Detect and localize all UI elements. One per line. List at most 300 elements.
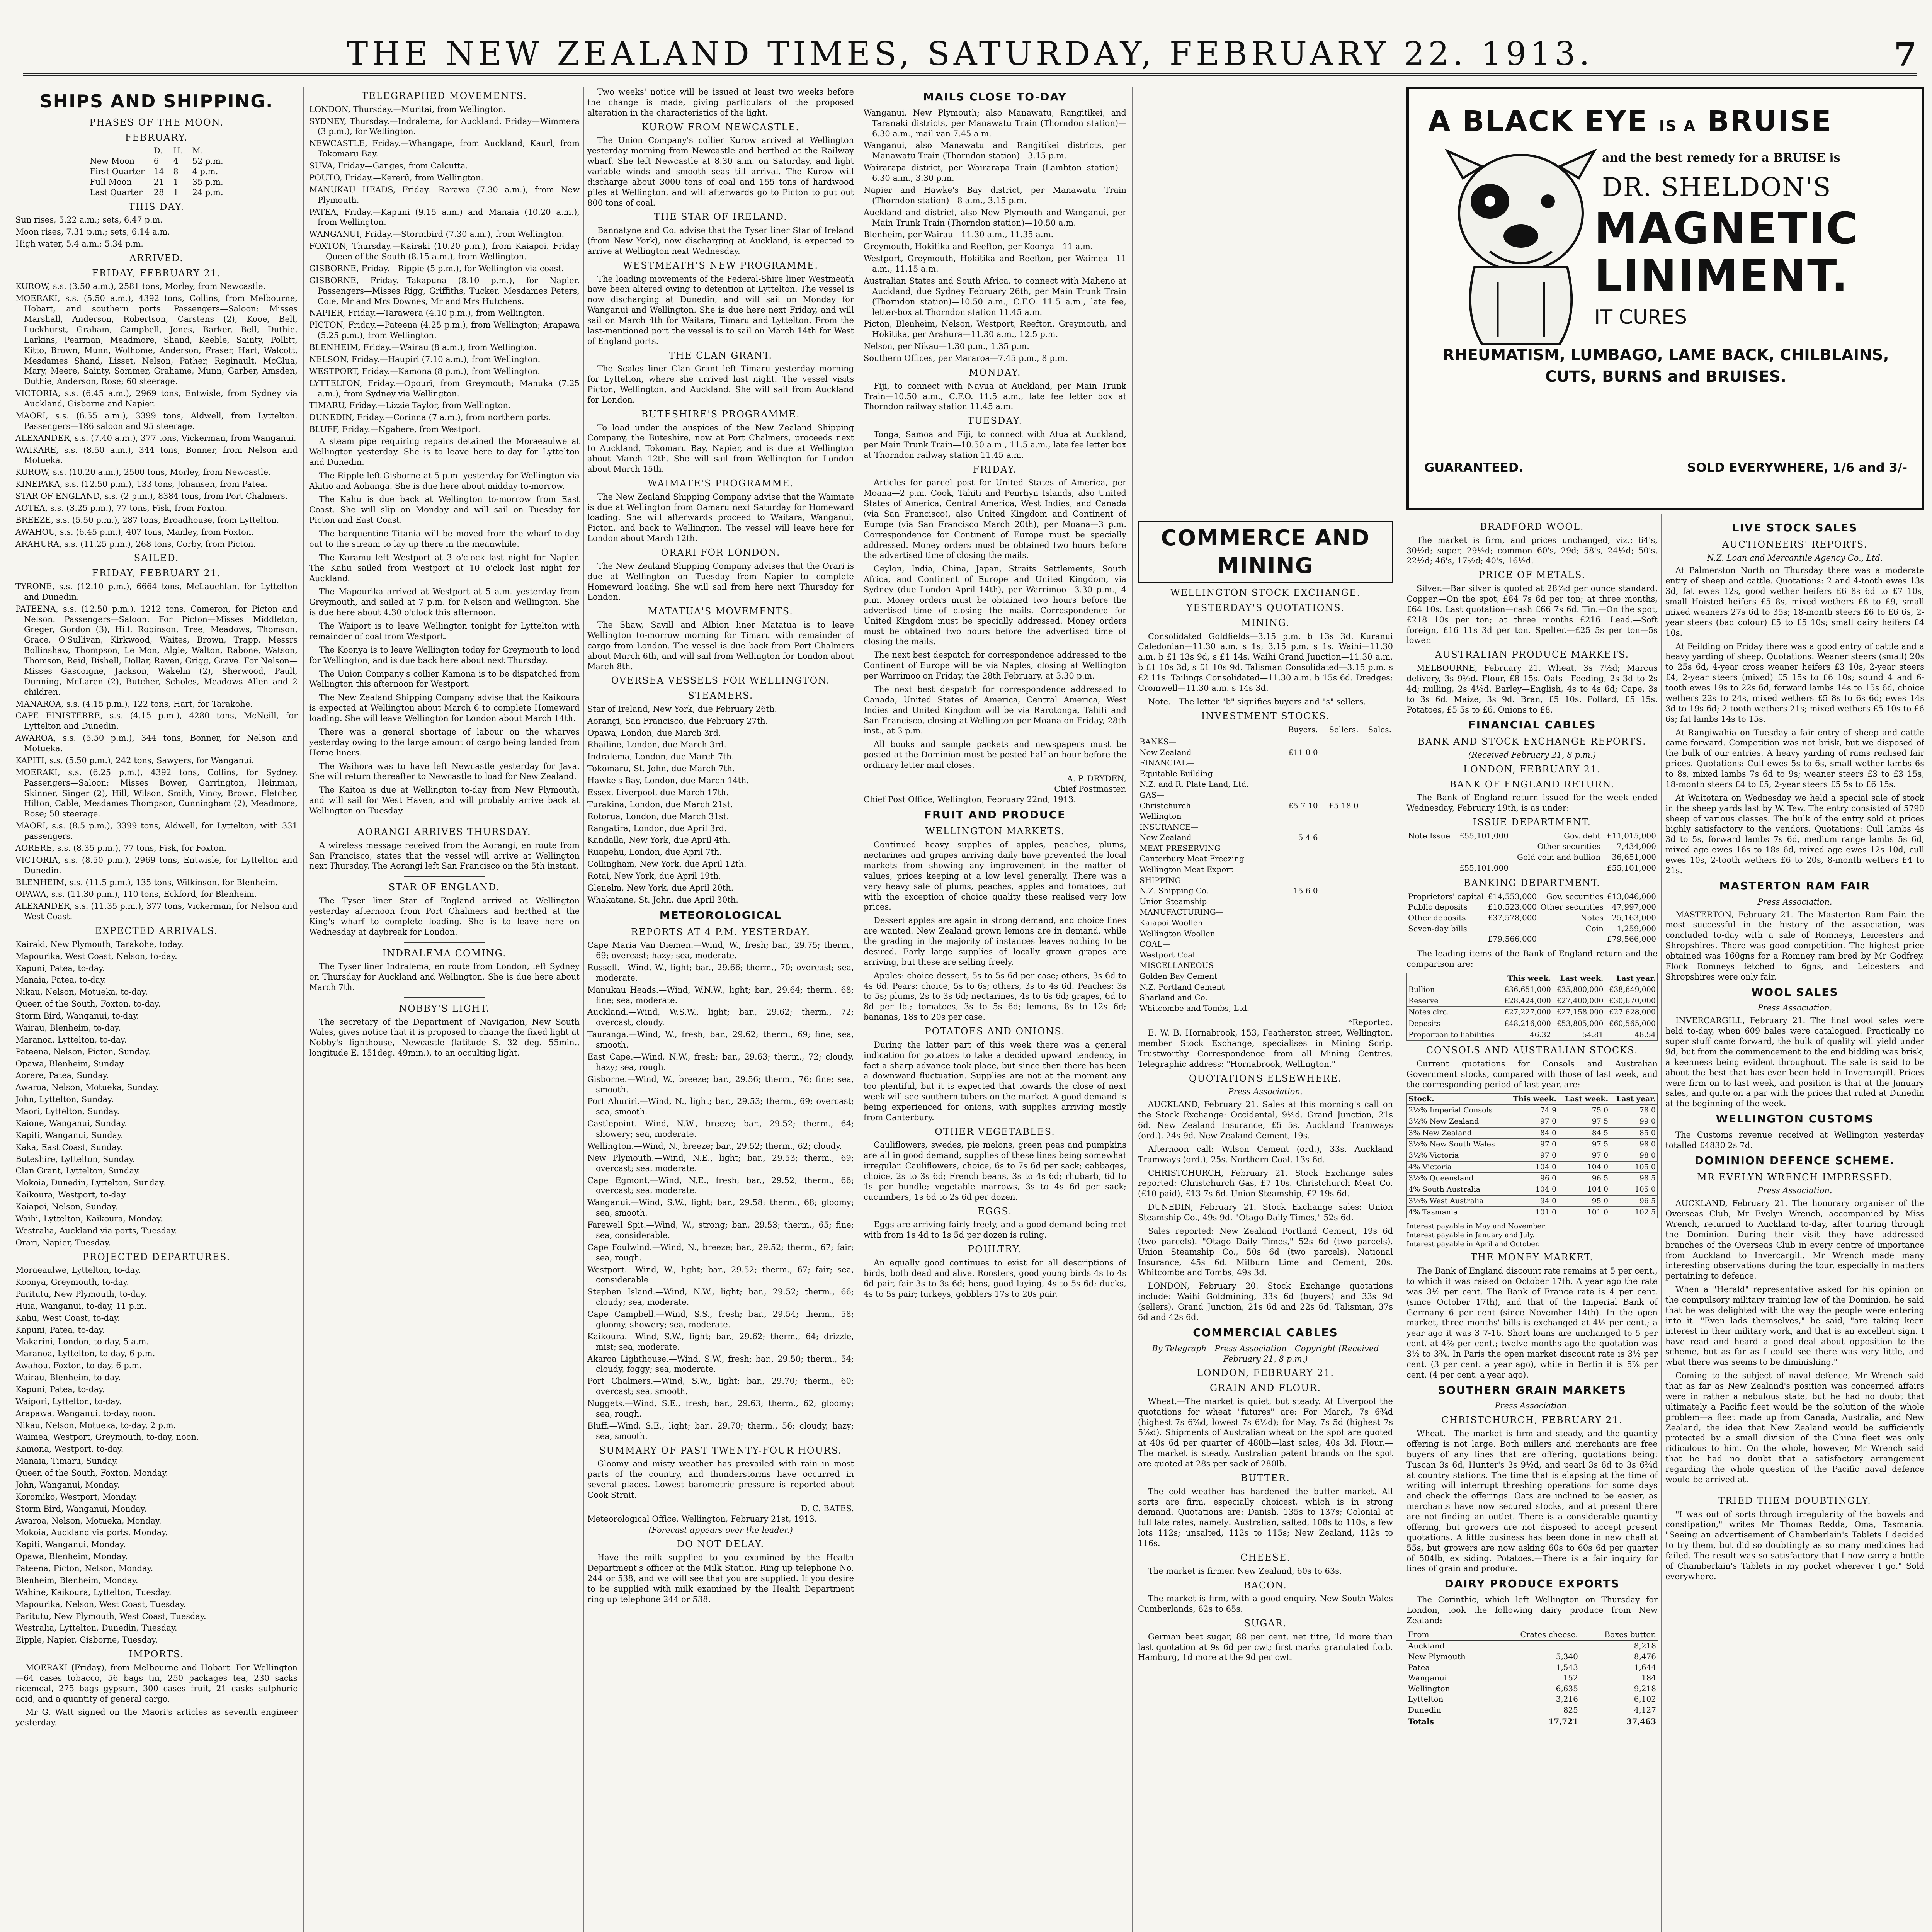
arrived-item: ARAHURA, s.s. (11.25 p.m.), 268 tons, Corby, from Picton. (15, 539, 256, 549)
movement-item: WANGANUI, Friday.—Stormbird (7.30 a.m.), from Wellington. (309, 230, 565, 239)
fruit-paragraph: Continued heavy supplies of apples, peaches, plums, nectarines and grapes arriving daily have prevented the local markets from showing any improvement in the matter of values, prices keeping at a low level generally. There was a very heavy sale of plums, peaches, apples and tomatoes, but with the exception of choice quality these realised very low prices. (864, 840, 1126, 912)
dairy-row-cell: New Plymouth (1408, 1651, 1466, 1661)
investment-row (1138, 747, 1393, 758)
met-report: Port Ahuriri.—Wind, N., light; bar., 29.53; therm., 69; overcast; sea, smooth. (587, 1097, 854, 1117)
met-report: East Cape.—Wind, N.W., fresh; bar., 29.63; therm., 72; cloudy, hazy; sea, rough. (587, 1052, 854, 1072)
issue-row-cell: Gold coin and bullion (1517, 852, 1601, 862)
elsewhere-item: CHRISTCHURCH, February 21. Stock Exchange sales reported: Christchurch Gas, £7 10s. Christchurch Meat Co. (£10 paid), £13 7s 6d. Union Steamship, £2 19s 6d. (1138, 1168, 1393, 1199)
cables-byline: By Telegraph—Press Association—Copyright (Received February 21, 8 p.m.) (1152, 1344, 1379, 1364)
nobby-title: NOBBY'S LIGHT. (399, 1003, 490, 1014)
movement-item: SYDNEY, Thursday.—Indralema, for Auckland. Friday—Wimmera (3 p.m.), for Wellington. (309, 116, 580, 136)
mail-item: Greymouth, Hokitika and Reefton, per Koonya—11 a.m. (864, 242, 1093, 252)
kurow-title: KUROW FROM NEWCASTLE. (641, 121, 800, 133)
mail-paragraphs (864, 564, 1126, 770)
banking-row-cell: 25,163,000 (1612, 913, 1656, 923)
investment-row-cell: New Zealand (1139, 747, 1192, 757)
dairy-row (1406, 1641, 1658, 1651)
postmaster-signature: A. P. DRYDEN, (1067, 774, 1126, 783)
banking-row-cell (1486, 923, 1538, 934)
investment-row-cell (1320, 1003, 1360, 1014)
boe-row-cell: £36,651,000 (1500, 984, 1553, 995)
consols-row-cell: 104 0 (1506, 1184, 1558, 1195)
expected-item: Kaka, East Coast, Sunday. (15, 1142, 123, 1152)
arrived-item: STAR OF ENGLAND, s.s. (2 p.m.), 8384 tons, from Port Chalmers. (15, 492, 288, 501)
dairy-row-cell: 3,216 (1556, 1694, 1578, 1704)
consols-header-cell: Stock. (1407, 1093, 1506, 1104)
investment-row (1138, 822, 1393, 833)
postmaster-role: Chief Postmaster. (1054, 784, 1126, 794)
investment-row-cell (1360, 747, 1393, 758)
investment-row-cell (1320, 769, 1360, 779)
boe-row-cell: £60,565,000 (1605, 1018, 1658, 1029)
dairy-row-cell: 152 (1563, 1673, 1578, 1683)
projected-item: Paritutu, New Plymouth, West Coast, Tuesday. (15, 1611, 206, 1621)
consols-header-cell: Last year. (1610, 1093, 1658, 1104)
sailed-item: VICTORIA, s.s. (8.50 p.m.), 2969 tons, Entwisle, for Lyttelton and Dunedin. (15, 855, 298, 875)
imports-title: IMPORTS. (129, 1649, 184, 1660)
investment-row-cell (1360, 939, 1393, 950)
milk-text: Have the milk supplied to you examined by the Health Department's officer at the Milk Station. Ring up telephone No. 244 or 538, and we will see that you are supplied. If you desire to be supplied with milk examined by the Health Department ring up telephone 244 or 538. (587, 1553, 854, 1604)
issue-row-cell: £55,101,000 (1459, 831, 1509, 840)
sugar-text: German beet sugar, 88 per cent. net titre, 1d more than last quotation at 9s 6d per cwt; first marks granulated f.o.b. Hamburg, 1d more at the 9d per cwt. (1138, 1632, 1393, 1662)
livestock-paragraph: At Rangiwahia on Tuesday a fair entry of sheep and cattle came forward. Competition was not brisk, but we disposed of the bulk of our entries. A heavy yarding of rams realised fair prices. Quotations: Cull ewes 5s to 6s, small wether lambs 6s to 8s, mixed lambs 7s 6d to 9s; weaner steers £3 to £3 15s, 18-month steers £4 to £5, 2-year steers £5 5s to £6 15s. (1665, 728, 1924, 789)
indralema-text: The Tyser liner Indralema, en route from London, left Sydney on Thursday for Auckland and Wellington. She is due here about March 7th. (309, 962, 580, 992)
banking-row-cell: £13,046,000 (1607, 891, 1656, 901)
mail-item: Westport, Greymouth, Hokitika and Reefton, per Waimea—11 a.m., 11.15 a.m. (864, 254, 1126, 274)
dairy-totals-cell: Totals (1406, 1716, 1493, 1727)
investment-row-cell: INSURANCE— (1139, 822, 1199, 832)
investment-row-cell (1320, 960, 1360, 971)
moon-row-cell: 52 p.m. (192, 156, 223, 166)
consols-row (1407, 1105, 1658, 1116)
mail-paragraph: All books and sample packets and newspapers must be posted at the Dominion must be posted half an hour before the ordinary letter mail closes. (864, 740, 1126, 770)
boe-row (1407, 1007, 1658, 1018)
consols-row-cell: 94 0 (1506, 1195, 1558, 1206)
banking-row-cell: Coin (1585, 923, 1604, 933)
masterton-text: MASTERTON, February 21. The Masterton Ram Fair, the most successful in the history of the association, was concluded to-day with a sale of Romneys, Leicesters and Shropshires. There was good competition. The highest price obtained was 160gns for a Romney ram bred by Mr Godfrey. Flock Romneys fetched to 6gns, and Leicesters and Shropshires were only fair. (1665, 910, 1924, 981)
column-rule (1661, 514, 1662, 1932)
sailed-item: AWAROA, s.s. (5.50 p.m.), 344 tons, Bonner, for Nelson and Motueka. (15, 733, 298, 753)
boe-row-cell: 46.32 (1500, 1029, 1553, 1041)
banking-row-cell: £79,566,000 (1607, 934, 1656, 944)
ships-title: SHIPS AND SHIPPING. (39, 91, 274, 112)
met-report: Farewell Spit.—Wind, W., strong; bar., 29.53; therm., 65; fine; sea, considerable. (587, 1220, 854, 1240)
divider (404, 876, 485, 877)
column-rule (1132, 87, 1133, 1932)
consols-row-cell: 104 0 (1558, 1161, 1610, 1172)
moon-row-cell: 35 p.m. (192, 177, 223, 187)
investment-row-cell (1360, 801, 1393, 811)
projected-item: Opawa, Blenheim, Monday. (15, 1552, 128, 1561)
boe-row-cell: £38,649,000 (1605, 984, 1658, 995)
expected-item: Nikau, Nelson, Motueka, to-day. (15, 987, 148, 997)
moon-header-cell: D. (153, 146, 163, 156)
boe-row-cell: £53,805,000 (1553, 1018, 1605, 1029)
investment-row-cell (1279, 854, 1320, 864)
expected-item: Clan Grant, Lyttelton, Sunday. (15, 1166, 140, 1176)
investment-row-cell (1320, 736, 1360, 747)
projected-item: Kahu, West Coast, to-day. (15, 1313, 120, 1323)
projected-item: Queen of the South, Foxton, Monday. (15, 1468, 168, 1478)
dairy-text: The Corinthic, which left Wellington on Thursday for London, took the following dairy produce from New Zealand: (1406, 1595, 1658, 1625)
shipping-paragraph: A steam pipe requiring repairs detained the Moraeaulwe at Wellington yesterday. She is to leave here to-day for Lyttelton and Dunedin. (309, 437, 580, 467)
mail-item: Southern Offices, per Mararoa—7.45 p.m., 8 p.m. (864, 354, 1068, 363)
masterton-title: MASTERTON RAM FAIR (1719, 879, 1871, 892)
consols-table (1406, 1093, 1658, 1218)
monday-title: MONDAY. (969, 367, 1021, 378)
boe-row (1407, 1018, 1658, 1029)
investment-row-cell (1360, 971, 1393, 982)
movement-item: MANUKAU HEADS, Friday.—Rarawa (7.30 a.m.), from New Plymouth. (309, 185, 580, 205)
banking-row-cell: Public deposits (1408, 902, 1468, 912)
butter-title: BUTTER. (1241, 1472, 1290, 1483)
consols-row-cell: 99 0 (1610, 1116, 1658, 1127)
moon-row-cell: 28 (153, 187, 164, 197)
expected-item: Aorere, Patea, Sunday. (15, 1071, 109, 1080)
dairy-row-cell (1493, 1641, 1579, 1651)
elsewhere-item: Afternoon call: Wilson Cement (ord.), 33s. Auckland Tramways (ord.), 25s. Northern Coal, 13s 6d. (1138, 1144, 1393, 1164)
investment-row-cell (1360, 864, 1393, 875)
southern-title: SOUTHERN GRAIN MARKETS (1437, 1383, 1627, 1396)
dairy-header (1406, 1629, 1658, 1641)
commercial-cables-title: COMMERCIAL CABLES (1193, 1326, 1338, 1339)
moon-row-cell: First Quarter (90, 167, 145, 177)
livestock-paragraph: At Feilding on Friday there was a good entry of cattle and a heavy yarding of sheep. Quotations: Weaner steers (small) 20s to 25s 6d, 4-year cross weaner heifers £3 10s, 2-year steers £4, 2-year steers (mixed) £5 15s to £6 10s; sound 4 and 6-tooth ewes 19s to 22s 6d, forward lambs 14s to 15s 6d, choice wethers 22s to 24s, mixed wethers £5 8s to 6s 6d; ewes 14s 3d to 19s 6d; 2-tooth wethers 21s; mixed wethers £5 10s to £6 6s; fat lambs 14s to 15s. (1665, 641, 1924, 724)
boe-row (1407, 984, 1658, 995)
investment-row-cell: Golden Bay Cement (1139, 971, 1218, 981)
investment-row (1138, 758, 1393, 769)
boe-row-cell: £27,400,000 (1553, 995, 1605, 1007)
movements-list (309, 104, 580, 435)
projected-item: John, Wanganui, Monday. (15, 1480, 120, 1490)
dairy-header-cell: From (1406, 1629, 1493, 1641)
mail-item: Wanganui, New Plymouth; also Manawatu, Rangitikei, and Taranaki districts, per Manawatu Train (Thorndon station)—6.30 a.m., mail van 7.45 a.m. (864, 108, 1126, 138)
investment-row-cell (1360, 854, 1393, 864)
bank-received: (Received February 21, 8 p.m.) (1468, 750, 1596, 760)
ad-ailments: RHEUMATISM, LUMBAGO, LAME BACK, CHILBLAINS, CUTS, BURNS and BRUISES. (1442, 346, 1889, 386)
broker-note: E. W. B. Hornabrook, 153, Featherston street, Wellington, member Stock Exchange, specialises in Mining Scrip. Trustworthy Correspondence from all Mining Centres. Telegraphic address: "Hornabrook, Wellington." (1138, 1028, 1393, 1069)
steamers-list (587, 704, 854, 905)
mail-item: Napier and Hawke's Bay district, per Manawatu Train (Thorndon station)—8 a.m., 3.15 p.m. (864, 185, 1126, 205)
steamer-item: Essex, Liverpool, due March 17th. (587, 787, 729, 797)
boe-title: BANK OF ENGLAND RETURN. (1449, 779, 1615, 790)
movements-paragraphs (309, 436, 580, 816)
fruit-paragraph: Dessert apples are again in strong demand, and choice lines are wanted. New Zealand grown lemons are in demand, while the grading in the majority of instances leaves nothing to be desired. Early large supplies of locally grown grapes are arriving, but these are selling freely. (864, 916, 1126, 967)
investment-row-cell (1320, 896, 1360, 907)
shipping-paragraph: The Union Company's collier Kamona is to be dispatched from Wellington this afternoon for Westport. (309, 669, 580, 689)
banking-row (1406, 934, 1658, 945)
steamer-item: Rangatira, London, due April 3rd. (587, 823, 727, 833)
overseas-title: OVERSEA VESSELS FOR WELLINGTON. (611, 675, 830, 686)
boe-row-cell: Deposits (1407, 1018, 1500, 1029)
banking-row-cell: £14,553,000 (1487, 891, 1537, 901)
dairy-header-cell: Boxes butter. (1580, 1629, 1658, 1641)
grain-text: Wheat.—The market is quiet, but steady. At Liverpool the quotations for wheat "futures" are: For March, 7s 6¾d (highest 7s 6⅞d, lowest 7s 6½d); for May, 7s 5d (highest 7s 5⅛d). Shipments of Australian wheat on the spot are quoted at 40s 6d per quarter of 480lb—last sales, 40s 3d. Flour.—The market is steady. Australian patent brands on the spot are quoted at 28s per sack of 280lb. (1138, 1396, 1393, 1469)
consols-row-cell: 4% Victoria (1407, 1161, 1506, 1172)
sailed-item: MOERAKI, s.s. (6.25 p.m.), 4392 tons, Collins, for Sydney. Passengers—Saloon: Misses Bower, Garrington, Heinman, Skinner, Singer (2), Hill, Wilson, Smith, Vincy, Brown, Fletcher, Hilton, Cable, Mesdames Thompson, Cunningham (2), Meadmore, Rose; 50 steerage. (15, 767, 298, 819)
mail-item: Nelson, per Nikau—1.30 p.m., 1.35 p.m. (864, 342, 1029, 351)
dairy-row-cell: 6,635 (1556, 1684, 1578, 1693)
boe-row-cell: £27,628,000 (1605, 1007, 1658, 1018)
consols-row-cell: 4% South Australia (1407, 1184, 1506, 1195)
consols-row (1407, 1139, 1658, 1150)
mail-item: Auckland and district, also New Plymouth and Wanganui, per Main Trunk Train (Thorndon station)—10.50 a.m. (864, 207, 1126, 228)
orari-title: ORARI FOR LONDON. (661, 547, 781, 558)
investment-row-cell (1320, 758, 1360, 769)
movement-item: TIMARU, Friday.—Lizzie Taylor, from Wellington. (309, 401, 511, 410)
banking-body (1406, 891, 1658, 945)
friday-text: Articles for parcel post for United States of America, per Moana—2 p.m. Cook, Tahiti and Penrhyn Islands, also United States of America, Central America, West Indies, and Canada (via San Francisco), also United Kingdom and Continent of Europe (via San Francisco March 20th), per Moana—3 p.m. Correspondence for Continent of Europe must be specially addressed. Money orders must be obtained two hours before the advertised time of closing the mails. (864, 478, 1126, 560)
consols-row-cell: 97 0 (1506, 1116, 1558, 1127)
investment-row-cell: Wellington Meat Export (1139, 865, 1233, 874)
investment-row-cell (1279, 1003, 1320, 1014)
investment-header-cell: Buyers. (1279, 724, 1320, 736)
buteshire-title: BUTESHIRE'S PROGRAMME. (641, 408, 800, 420)
arrived-item: MAORI, s.s. (6.55 a.m.), 3399 tons, Aldwell, from Lyttelton. Passengers—186 saloon and 95 steerage. (15, 411, 298, 431)
consols-row-cell: 3½% New Zealand (1407, 1116, 1506, 1127)
expected-item: Kairaki, New Plymouth, Tarakohe, today. (15, 939, 184, 949)
wrench-paragraph: When a "Herald" representative asked for his opinion on the compulsory military training law of the Dominion, he said that he was delighted with the way the people were entering into it. "Even lads themselves," he said, "are taking keen interest in their military work, and that is an excellent sign. I have read and heard a good deal about opposition to the scheme, but as far as I could see there was very little, and what there was seems to be diminishing." (1665, 1285, 1924, 1367)
projected-item: Mapourika, Nelson, West Coast, Tuesday. (15, 1599, 186, 1609)
consols-row-cell: 85 0 (1610, 1127, 1658, 1138)
investment-row-cell (1320, 822, 1360, 833)
column-financial (1406, 518, 1658, 1932)
expected-item: Wairau, Blenheim, to-day. (15, 1023, 121, 1032)
investment-row (1138, 971, 1393, 982)
investment-row (1138, 960, 1393, 971)
shipping-paragraph: The Kahu is due back at Wellington to-morrow from East Coast. She will slip on Monday and will sail on Tuesday for Picton and East Coast. (309, 495, 580, 525)
projected-list (15, 1265, 298, 1645)
sailed-item: ALEXANDER, s.s. (11.35 p.m.), 377 tons, Vickerman, for Nelson and West Coast. (15, 901, 298, 922)
cheese-text: The market is firmer. New Zealand, 60s to 63s. (1148, 1566, 1342, 1576)
moon-row-cell: 21 (153, 177, 164, 187)
dairy-table (1406, 1629, 1658, 1727)
mail-paragraph: The next best despatch for correspondence addressed to the Continent of Europe will be via Naples, closing at Wellington per Warrimoo on Friday, the 28th February, at 3.30 p.m. (864, 650, 1126, 681)
mails-title: MAILS CLOSE TO-DAY (923, 90, 1067, 103)
elsewhere-item: DUNEDIN, February 21. Stock Exchange sales: Union Steamship Co., 49s 9d. "Otago Daily Times," 52s 6d. (1138, 1202, 1393, 1223)
consols-row-cell: 4% Tasmania (1407, 1206, 1506, 1218)
wrench-title: MR EVELYN WRENCH IMPRESSED. (1697, 1172, 1893, 1183)
elsewhere-item: Sales reported: New Zealand Portland Cement, 19s 6d (two parcels). "Otago Daily Times," 52s 6d (two parcels). Union Steamship Co., 50s 6d (two parcels). National Insurance, 45s 6d. Milburn Lime and Cement, 20s. Whitcombe and Tombs, 49s 3d. (1138, 1226, 1393, 1277)
investment-row (1138, 950, 1393, 961)
investment-body (1138, 736, 1393, 1014)
investment-row (1138, 790, 1393, 801)
banking-row-cell: £10,523,000 (1487, 902, 1537, 912)
investment-row-cell (1279, 992, 1320, 1003)
arrived-item: KINEPAKA, s.s. (12.50 p.m.), 133 tons, Johansen, from Patea. (15, 480, 268, 489)
projected-item: Maranoa, Lyttelton, to-day, 6 p.m. (15, 1349, 155, 1359)
investment-row-cell: BANKS— (1139, 736, 1177, 746)
sailed-item: KAPITI, s.s. (5.50 p.m.), 242 tons, Sawyers, for Wanganui. (15, 755, 254, 765)
boe-header-cell: This week. (1500, 973, 1553, 984)
issue-row-cell (1406, 863, 1454, 874)
met-report: Castlepoint.—Wind, N.W., breeze; bar., 29.52; therm., 64; showery; sea, moderate. (587, 1119, 854, 1139)
aorangi-title: AORANGI ARRIVES THURSDAY. (357, 826, 531, 837)
investment-row-cell (1279, 950, 1320, 961)
wrench-paragraph: Coming to the subject of naval defence, Mr Wrench said that as far as New Zealand's position was concerned affairs were in rather a nebulous state, but he had no doubt that ultimately a Pacific fleet would be the solution of the whole problem—a fleet made up from Canada, Australia, and New Zealand, the idea that New Zealand would be sufficiently protected by a small division of the China fleet was only ridiculous to him. On the whole, however, Mr Wrench said that he had no doubt that a satisfactory arrangement regarding the whole question of the Pacific naval defence would be arrived at. (1665, 1371, 1924, 1484)
investment-row-cell (1279, 736, 1320, 747)
matatua-title: MATATUA'S MOVEMENTS. (648, 606, 793, 617)
moon-row (85, 167, 228, 177)
boe-text: The Bank of England return issued for the week ended Wednesday, February 19th, is as under: (1406, 793, 1658, 813)
steamer-item: Rotai, New York, due April 19th. (587, 871, 721, 881)
expected-item: Maranoa, Lyttelton, to-day. (15, 1035, 127, 1044)
boe-row-cell: 48.54 (1605, 1029, 1658, 1041)
expected-item: Orari, Napier, Tuesday. (15, 1238, 111, 1247)
investment-row-cell: 5 4 6 (1298, 833, 1318, 842)
moon-row-cell: 8 (173, 167, 179, 177)
projected-item: Kamona, Westport, to-day. (15, 1444, 124, 1454)
investment-row-cell (1279, 896, 1320, 907)
dairy-row-cell: 9,218 (1634, 1684, 1656, 1693)
banking-row-cell: Other deposits (1408, 913, 1466, 923)
expected-item: Mokoia, Dunedin, Lyttelton, Sunday. (15, 1178, 166, 1188)
investment-row-cell (1320, 929, 1360, 939)
consols-row-cell: 3½% Victoria (1407, 1150, 1506, 1161)
shipping-paragraph: The Koonya is to leave Wellington today for Greymouth to load for Wellington, and is due back here about next Thursday. (309, 645, 580, 665)
moon-row-cell: Full Moon (90, 177, 132, 187)
consols-row-cell: 84 5 (1558, 1127, 1610, 1138)
ad-product-name: MAGNETIC LINIMENT. (1594, 204, 1859, 302)
investment-row-cell: New Zealand (1139, 833, 1192, 842)
movement-item: LYTTELTON, Friday.—Opouri, from Greymouth; Manuka (7.25 a.m.), from Sydney via Wellington. (309, 378, 580, 398)
ad-guaranteed: GUARANTEED. (1424, 460, 1524, 475)
consols-row (1407, 1172, 1658, 1184)
arrived-item: BREEZE, s.s. (5.50 p.m.), 287 tons, Broadhouse, from Lyttelton. (15, 515, 279, 525)
steamer-item: Rhailine, London, due March 3rd. (587, 740, 726, 750)
tried-title: TRIED THEM DOUBTINGLY. (1718, 1495, 1871, 1506)
projected-item: Waipori, Lyttelton, to-day. (15, 1396, 122, 1406)
ireland-text: Bannatyne and Co. advise that the Tyser liner Star of Ireland (from New York), now discharging at Auckland, is expected to arrive at Wellington next Wednesday. (587, 226, 854, 256)
banking-row (1406, 913, 1658, 923)
investment-row-cell (1320, 918, 1360, 929)
expected-item: Storm Bird, Wanganui, to-day. (15, 1011, 139, 1020)
dairy-row-cell: 1,543 (1556, 1662, 1578, 1672)
sailed-item: BLENHEIM, s.s. (11.5 p.m.), 135 tons, Wilkinson, for Blenheim. (15, 878, 278, 887)
expected-item: Awaroa, Nelson, Motueka, Sunday. (15, 1083, 159, 1092)
steamer-item: Opawa, London, due March 3rd. (587, 728, 721, 738)
investment-row-cell: Equitable Building (1139, 769, 1213, 778)
investment-row-cell (1320, 843, 1360, 854)
westmeath-text: The loading movements of the Federal-Shire liner Westmeath have been altered owing to detention at Lyttelton. The vessel is now discharging at Dunedin, and will sail on Monday for Wanganui and Wellington. She is due here next Friday, and will sail on March 4th for Waitara, Timaru and Lyttelton. From the last-mentioned port the vessel is to sail on March 14th for West of England ports. (587, 274, 854, 346)
investment-row-cell: FINANCIAL— (1139, 758, 1195, 768)
investment-row-cell: £5 7 10 (1288, 801, 1318, 810)
investment-row-cell (1360, 843, 1393, 854)
investment-row-cell: Kaiapoi Woollen (1139, 918, 1203, 928)
investment-row-cell (1279, 918, 1320, 929)
shipping-paragraph: The Waiport is to leave Wellington tonight for Lyttelton with remainder of coal from Westport. (309, 621, 580, 641)
ad-headline (1428, 105, 1832, 138)
investment-row-cell: Union Steamship (1139, 896, 1207, 906)
banking-row (1406, 891, 1658, 902)
livestock-paragraphs (1665, 565, 1924, 876)
ad-cures: IT CURES (1594, 306, 1687, 329)
bank-dateline: LONDON, FEBRUARY 21. (1463, 764, 1601, 775)
shipping-paragraph: The Kaitoa is due at Wellington to-day from New Plymouth, and will sail for West Haven, and will probably arrive back at Wellington on Tuesday. (309, 785, 580, 816)
tried-text: "I was out of sorts through irregularity of the bowels and constipation," writes Mr Thomas Redda, Oma, Tasmania. "Seeing an advertisement of Chamberlain's Tablets I decided to try them, but did so doubtingly as so many medicines had failed. The result was so satisfactory that I now carry a bottle of Chamberlain's Tablets in my pocket wherever I go." Sold everywhere. (1665, 1509, 1924, 1581)
moon-row-cell: 14 (153, 167, 164, 177)
arrived-item: MOERAKI, s.s. (5.50 a.m.), 4392 tons, Collins, from Melbourne, Hobart, and southern ports. Passengers—Saloon: Misses Marshall, Anderson, Robertson, Carstens (2), Kooe, Bell, Luckhurst, Graham, Campbell, Jones, Barker, Bell, Duthie, Larkins, Pearman, Meadmore, Shand, Keeble, Sainty, Pollitt, Kitto, Brown, Munn, Wolhome, Anderson, Fraser, Hart, Walcott, Mesdames Shand, Lisset, Nelson, Pather, Reginault, McGlua, Mary, Meere, Sainty, Sommer, Grahame, Munn, Garber, Amsden, Duthie, Anderson, Rose; 60 steerage. (15, 294, 298, 386)
wrench-press: Press Association. (1757, 1186, 1832, 1196)
summary-office: Meteorological Office, Wellington, February 21st, 1913. (587, 1514, 817, 1524)
consols-header-cell: This week. (1506, 1093, 1558, 1104)
consols-row-cell: 98 5 (1610, 1172, 1658, 1184)
postmaster-office: Chief Post Office, Wellington, February 22nd, 1913. (864, 794, 1076, 804)
investment-row-cell (1320, 982, 1360, 993)
investment-row-cell (1320, 854, 1360, 864)
money-text: The Bank of England discount rate remains at 5 per cent., to which it was raised on October 17th. A year ago the rate was 3½ per cent. The Bank of France rate is 4 per cent. (since October 17th), and that of the Imperial Bank of Germany 6 per cent (since November 14th). In the open market, three months' bills is exchanged at 4½ per cent.; a year ago it was 3 7-16. Short loans are unchanged to 5 per cent. at 4⅞ per cent.; twelve months ago the quotation was 3½ to 3¾. In Paris the open market discount rate is 3½ per cent. (3 per cent. a year ago), while in Berlin it is 5⅞ per cent. (4 per cent. a year ago). (1406, 1266, 1658, 1379)
tuesday-text: Tonga, Samoa and Fiji, to connect with Atua at Auckland, per Main Trunk Train—10.50 a.m., 11.5 a.m., late fee letter box at Thorndon railway station 11.45 a.m. (864, 430, 1126, 460)
moon-row-cell: 4 p.m. (192, 167, 218, 177)
dairy-row-cell: 4,127 (1634, 1705, 1656, 1714)
southern-press: Press Association. (1495, 1401, 1570, 1411)
investment-row (1138, 1003, 1393, 1014)
banking-row-cell: 47,997,000 (1612, 902, 1656, 912)
sailed-item: PATEENA, s.s. (12.50 p.m.), 1212 tons, Cameron, for Picton and Nelson. Passengers—Saloon: For Picton—Misses Middleton, Greger, Gordon (3), Hill, Robinson, Tree, Meadows, Thomson, Grace, O'Sullivan, Kirkwood, Waites, Brown, Trapp, Messrs Bollinshaw, Thompson, Le Mon, Algie, Walton, Rabone, Watson, Thomson, Reid, Bishell, Dollar, Raven, Grigg, Grave. For Nelson—Misses Gascoigne, Jackson, Wakelin (2), Sherwood, Paull, Dunning, McLaren (2), Butcher, Scholes, Meadows Allen and 2 children. (15, 604, 298, 697)
investment-row-cell: MISCELLANEOUS— (1139, 961, 1222, 970)
dairy-row-cell: Lyttelton (1408, 1694, 1444, 1704)
projected-item: Manaia, Timaru, Sunday. (15, 1456, 118, 1466)
consols-title: CONSOLS AND AUSTRALIAN STOCKS. (1426, 1045, 1638, 1056)
expected-item: Queen of the South, Foxton, to-day. (15, 999, 161, 1009)
issue-row-cell: 7,434,000 (1617, 842, 1656, 851)
column-shipping (15, 87, 298, 1932)
issue-row-cell: £55,101,000 (1459, 863, 1509, 872)
masterton-press: Press Association. (1757, 897, 1832, 906)
divider (404, 997, 485, 998)
matatua-text: The Shaw, Savill and Albion liner Matatua is to leave Wellington to-morrow morning for Timaru with remainder of cargo from London. The vessel is due back from Port Chalmers about March 6th, and will sail from Wellington for London about March 8th. (587, 620, 854, 671)
mail-item: Wanganui, also Manawatu and Rangitikei districts, per Manawatu Train (Thorndon station)—3.15 p.m. (864, 141, 1126, 161)
money-title: THE MONEY MARKET. (1471, 1252, 1594, 1263)
issue-row-cell (1454, 841, 1510, 852)
projected-item: Kapuni, Patea, to-day. (15, 1384, 105, 1394)
investment-row-cell (1279, 779, 1320, 790)
arrived-date: FRIDAY, FEBRUARY 21. (92, 267, 221, 279)
consols-text: Current quotations for Consols and Australian Government stocks, compared with those of last week, and the corresponding period of last year, are: (1406, 1059, 1658, 1089)
investment-row-cell: MEAT PRESERVING— (1139, 843, 1228, 853)
investment-row (1138, 864, 1393, 875)
moon-row (85, 187, 228, 198)
investment-row (1138, 736, 1393, 747)
investment-row-cell: Wellington Woollen (1139, 929, 1215, 938)
bradford-title: BRADFORD WOOL. (1480, 521, 1584, 532)
investment-header-cell: Sales. (1360, 724, 1393, 736)
elsewhere-press: Press Association. (1228, 1087, 1303, 1097)
eggs-title: EGGS. (978, 1206, 1012, 1217)
expected-item: Kaione, Wanganui, Sunday. (15, 1118, 127, 1128)
projected-item: Awahou, Foxton, to-day, 6 p.m. (15, 1361, 142, 1371)
dairy-row (1406, 1705, 1658, 1716)
moon-header-cell: H. (173, 146, 183, 156)
consols-row (1407, 1206, 1658, 1218)
issue-table (1406, 831, 1658, 873)
masthead-title: THE NEW ZEALAND TIMES, SATURDAY, FEBRUARY 22. 1913. (346, 35, 1594, 73)
wrench-paragraph: AUCKLAND, February 21. The honorary organiser of the Overseas Club, Mr Evelyn Wrench, accompanied by Miss Wrench, returned to Auckland to-day, after touring through the Dominion. During their visit they have addressed branches of the Overseas Club in every centre of importance from Auckland to Invercargill. Mr Wrench made many interesting observations during the tour, especially in matters pertaining to defence. (1665, 1199, 1924, 1281)
boe-row-cell: 54.81 (1553, 1029, 1605, 1041)
dairy-row (1406, 1694, 1658, 1705)
projected-item: Nikau, Nelson, Motueka, to-day, 2 p.m. (15, 1420, 176, 1430)
moon-row (85, 156, 228, 167)
expected-item: Kaikoura, Westport, to-day. (15, 1190, 128, 1200)
expected-item: Kaiapoi, Nelson, Sunday. (15, 1202, 118, 1211)
moon-row-cell: 4 (173, 156, 179, 166)
movement-item: WESTPORT, Friday.—Kamona (8 p.m.), from Wellington. (309, 366, 541, 376)
banking-row-cell: £79,566,000 (1487, 934, 1537, 944)
investment-row (1138, 779, 1393, 790)
markets-title: WELLINGTON MARKETS. (925, 826, 1065, 837)
investment-row-cell (1320, 864, 1360, 875)
projected-item: Storm Bird, Wanganui, Monday. (15, 1504, 147, 1514)
